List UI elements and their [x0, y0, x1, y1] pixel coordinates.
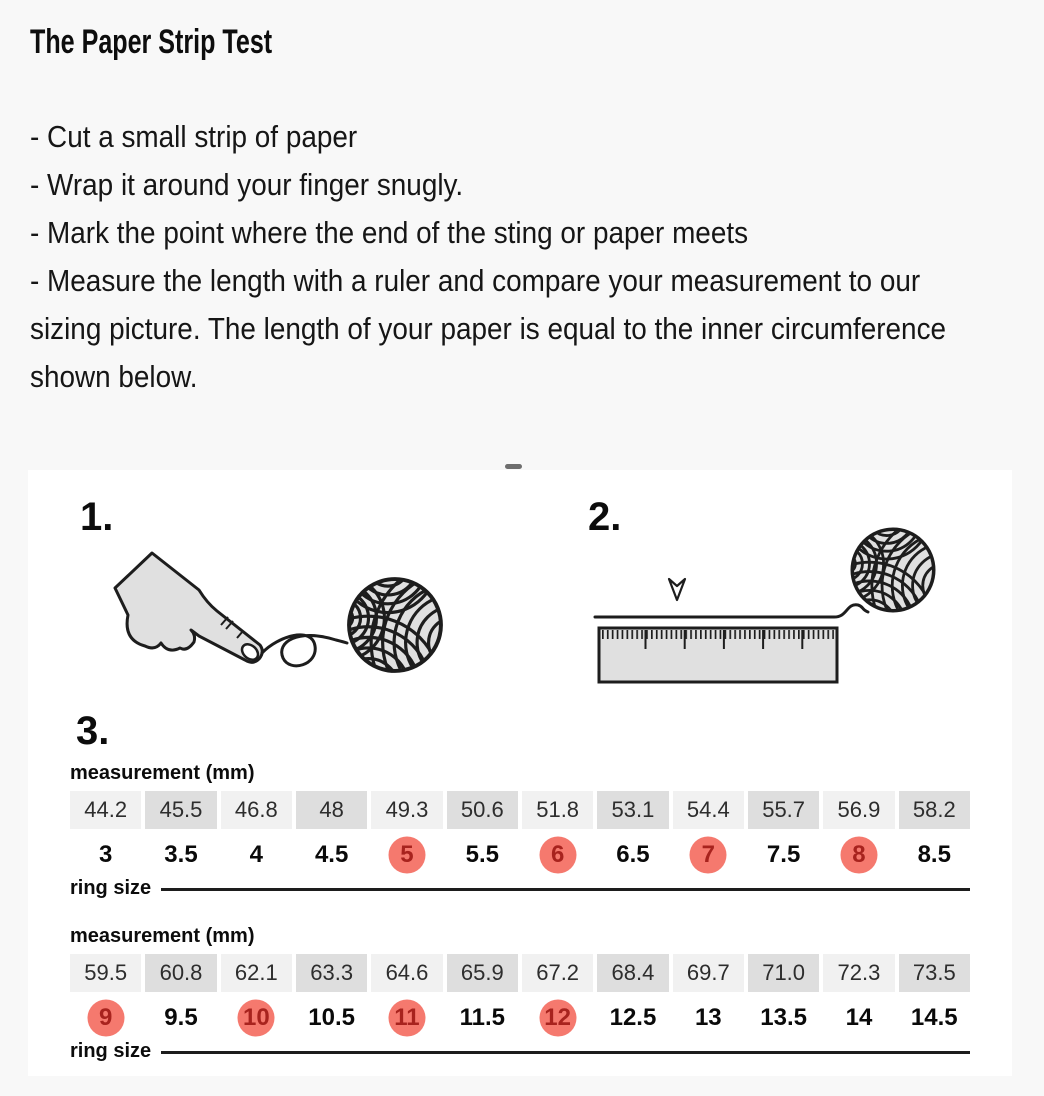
- measurement-row: [70, 954, 970, 992]
- measurement-cell: 58.2: [899, 791, 970, 829]
- ring-size-row: [70, 836, 970, 874]
- instructions-block: [30, 20, 984, 401]
- pointing-hand-illustration: [115, 553, 262, 663]
- ring-size-cell: 10: [221, 999, 292, 1037]
- instruction-list: [30, 113, 984, 401]
- measurement-cell: 73.5: [899, 954, 970, 992]
- ring-size-cell: 8: [823, 836, 894, 874]
- step-1-label: 1.: [80, 495, 114, 539]
- measurement-cell: 44.2: [70, 791, 141, 829]
- measurement-label: measurement (mm): [70, 762, 255, 784]
- page-title: The Paper Strip Test: [30, 23, 273, 61]
- ruler-illustration: [599, 628, 837, 682]
- ring-size-cell: 11: [371, 999, 442, 1037]
- yarn-string: [262, 635, 347, 666]
- ring-size-cell: 12: [522, 999, 593, 1037]
- ring-size-underline: [161, 1051, 970, 1054]
- ring-size-cell: 12.5: [609, 1004, 657, 1031]
- measurement-cell: 54.4: [673, 791, 744, 829]
- ring-size-row: [70, 999, 970, 1037]
- ring-size-cell: 13: [694, 1004, 722, 1031]
- measurement-cell: 55.7: [748, 791, 819, 829]
- measurement-cell: 68.4: [597, 954, 668, 992]
- ring-size-cell: 7: [673, 836, 744, 874]
- step-3-label: 3.: [76, 709, 110, 753]
- ring-size-cell: 5.5: [465, 841, 499, 868]
- sizing-guide-figure: [28, 470, 1012, 1076]
- ring-size-cell: 11.5: [459, 1004, 505, 1031]
- figure-top-dash: [505, 464, 522, 469]
- instruction-line: - Mark the point where the end of the sting or paper meets: [30, 215, 749, 250]
- ring-size-underline: [161, 888, 970, 891]
- instruction-line: - Wrap it around your finger snugly.: [30, 167, 464, 202]
- ring-size-cell: 4.5: [314, 841, 349, 868]
- measurement-cell: 67.2: [522, 954, 593, 992]
- measurement-cell: 53.1: [597, 791, 668, 829]
- ring-size-cell: 3.5: [164, 841, 198, 868]
- ring-size-label-row: [70, 1039, 970, 1063]
- ring-size-table-2: [70, 925, 970, 1063]
- measurement-label: measurement (mm): [70, 925, 255, 947]
- measurement-cell: 46.8: [221, 791, 292, 829]
- measurement-cell: 63.3: [296, 954, 367, 992]
- measurement-cell: 62.1: [221, 954, 292, 992]
- ring-size-cell: 8.5: [917, 841, 951, 868]
- measurement-cell: 51.8: [522, 791, 593, 829]
- arrow-marker-icon: [669, 579, 685, 600]
- measurement-cell: 60.8: [145, 954, 216, 992]
- measuring-string: [595, 605, 868, 617]
- measurement-cell: 48: [296, 791, 367, 829]
- ring-size-cell: 7.5: [766, 841, 801, 868]
- measurement-cell: 50.6: [447, 791, 518, 829]
- step-2-label: 2.: [588, 495, 622, 539]
- measurement-cell: 45.5: [145, 791, 216, 829]
- ring-size-cell: 6: [522, 836, 593, 874]
- ring-size-cell: 9: [70, 999, 141, 1037]
- measurement-row: [70, 791, 970, 829]
- measurement-cell: 71.0: [748, 954, 819, 992]
- sizing-steps-illustration: [28, 470, 1012, 735]
- measurement-cell: 69.7: [673, 954, 744, 992]
- ring-size-cell: 14: [845, 1004, 873, 1031]
- measurement-cell: 72.3: [823, 954, 894, 992]
- measurement-cell: 56.9: [823, 791, 894, 829]
- ring-size-table-1: [70, 762, 970, 900]
- ring-size-cell: 6.5: [616, 841, 650, 868]
- ring-size-label-row: [70, 876, 970, 900]
- ring-size-label: ring size: [70, 876, 152, 899]
- ring-size-cell: 14.5: [910, 1004, 958, 1031]
- measurement-cell: 59.5: [70, 954, 141, 992]
- measurement-cell: 65.9: [447, 954, 518, 992]
- measurement-cell: 64.6: [371, 954, 442, 992]
- ring-size-cell: 10.5: [308, 1004, 355, 1031]
- ring-size-cell: 3: [98, 841, 113, 868]
- ring-size-cell: 13.5: [760, 1004, 807, 1031]
- ring-size-label: ring size: [70, 1039, 152, 1062]
- ring-size-cell: 5: [371, 836, 442, 874]
- ring-size-cell: 4: [249, 841, 263, 868]
- instruction-line: - Measure the length with a ruler and compare your measurement to our sizing picture. The length of your paper is equal to the inner circumference shown below.: [30, 263, 947, 394]
- instruction-line: - Cut a small strip of paper: [30, 119, 358, 154]
- measurement-cell: 49.3: [371, 791, 442, 829]
- yarn-ball-illustration: [296, 517, 535, 735]
- ring-size-cell: 9.5: [164, 1004, 198, 1031]
